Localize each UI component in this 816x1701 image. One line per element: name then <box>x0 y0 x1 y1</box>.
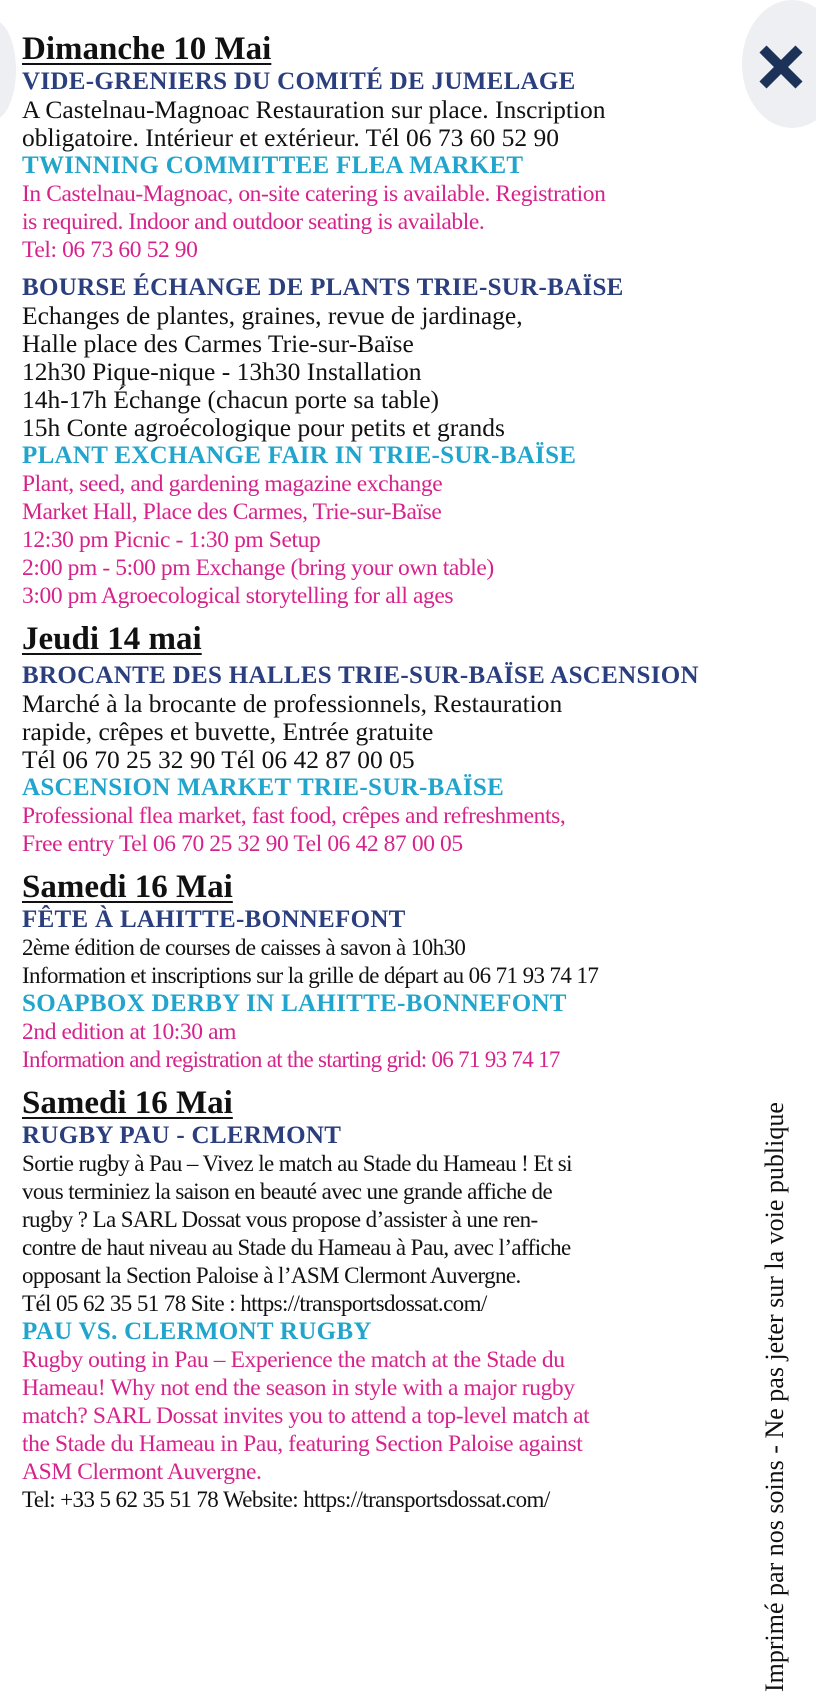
event-text-fr: 2ème édition de courses de caisses à savon à 10h30 <box>22 935 466 960</box>
event-text-en: Hameau! Why not end the season in style with a major rugby <box>22 1375 575 1401</box>
event-text-en: In Castelnau-Magnoac, on-site catering is available. Registration <box>22 181 606 207</box>
event-text-fr: Marché à la brocante de professionnels, Restauration <box>22 689 563 718</box>
event-title-en: PLANT EXCHANGE FAIR IN TRIE-SUR-BAÏSE <box>22 442 577 469</box>
event-title-fr: FÊTE À LAHITTE-BONNEFONT <box>22 906 406 933</box>
events-list <box>22 30 762 1514</box>
print-notice: Imprimé par nos soins - Ne pas jeter sur la voie publique <box>760 1102 789 1692</box>
event-text-en: 12:30 pm Picnic - 1:30 pm Setup <box>22 527 321 553</box>
day-heading: Jeudi 14 mai <box>22 621 202 657</box>
day-section <box>22 868 762 1074</box>
event-title-en: SOAPBOX DERBY IN LAHITTE-BONNEFONT <box>22 990 567 1017</box>
event-text-fr: vous terminiez la saison en beauté avec une grande affiche de <box>22 1179 553 1204</box>
event-text-fr: Sortie rugby à Pau – Vivez le match au Stade du Hameau ! Et si <box>22 1151 572 1176</box>
day-heading: Samedi 16 Mai <box>22 1085 233 1121</box>
event-text-en: is required. Indoor and outdoor seating is available. <box>22 209 485 235</box>
event-text-fr: Echanges de plantes, graines, revue de jardinage, <box>22 301 523 330</box>
day-section <box>22 620 762 858</box>
previous-page-tab <box>0 20 16 120</box>
event-contact-line: Tel: +33 5 62 35 51 78 Website: https://transportsdossat.com/ <box>22 1487 550 1512</box>
event-text-fr: rapide, crêpes et buvette, Entrée gratuite <box>22 717 434 746</box>
event-text-en: Free entry Tel 06 70 25 32 90 Tel 06 42 87 00 05 <box>22 831 463 857</box>
event-text-fr: 15h Conte agroécologique pour petits et grands <box>22 413 505 442</box>
event-text-en: Plant, seed, and gardening magazine exchange <box>22 471 443 497</box>
day-heading: Samedi 16 Mai <box>22 869 233 905</box>
event-title-en: TWINNING COMMITTEE FLEA MARKET <box>22 152 524 179</box>
event-title-fr: BROCANTE DES HALLES TRIE-SUR-BAÏSE ASCENSION <box>22 662 699 689</box>
day-section <box>22 1084 762 1514</box>
close-icon <box>756 42 806 92</box>
event-text-en: Market Hall, Place des Carmes, Trie-sur-Baïse <box>22 499 442 525</box>
event-text-en: Rugby outing in Pau – Experience the match at the Stade du <box>22 1347 565 1373</box>
event-text-en: 2nd edition at 10:30 am <box>22 1019 237 1045</box>
day-section <box>22 30 762 610</box>
event-title-fr: BOURSE ÉCHANGE DE PLANTS TRIE-SUR-BAÏSE <box>22 274 624 301</box>
event-text-fr: 14h-17h Échange (chacun porte sa table) <box>22 385 440 414</box>
event-text-en: Information and registration at the starting grid: 06 71 93 74 17 <box>22 1047 560 1072</box>
event-text-fr: Tél 06 70 25 32 90 Tél 06 42 87 00 05 <box>22 745 415 774</box>
event-text-en: 3:00 pm Agroecological storytelling for all ages <box>22 583 454 609</box>
event-text-en: Professional flea market, fast food, crêpes and refreshments, <box>22 803 566 829</box>
event-title-fr: RUGBY PAU - CLERMONT <box>22 1122 342 1149</box>
event-text-en: 2:00 pm - 5:00 pm Exchange (bring your own table) <box>22 555 494 581</box>
event-text-fr: Information et inscriptions sur la grille de départ au 06 71 93 74 17 <box>22 963 599 988</box>
event-text-fr: rugby ? La SARL Dossat vous propose d’assister à une ren- <box>22 1207 538 1232</box>
event-text-fr: 12h30 Pique-nique - 13h30 Installation <box>22 357 422 386</box>
event-text-fr: contre de haut niveau au Stade du Hameau à Pau, avec l’affiche <box>22 1235 571 1260</box>
event-text-en: match? SARL Dossat invites you to attend a top-level match at <box>22 1403 590 1429</box>
day-heading: Dimanche 10 Mai <box>22 31 272 67</box>
event-title-en: PAU VS. CLERMONT RUGBY <box>22 1318 372 1345</box>
event-title-fr: VIDE-GRENIERS DU COMITÉ DE JUMELAGE <box>22 68 576 95</box>
event-text-en: ASM Clermont Auvergne. <box>22 1459 262 1485</box>
event-text-fr: opposant la Section Paloise à l’ASM Clermont Auvergne. <box>22 1263 521 1288</box>
event-text-fr: obligatoire. Intérieur et extérieur. Tél 06 73 60 52 90 <box>22 123 559 152</box>
event-text-en: the Stade du Hameau in Pau, featuring Section Paloise against <box>22 1431 583 1457</box>
event-text-fr: Halle place des Carmes Trie-sur-Baïse <box>22 329 414 358</box>
event-text-en: Tel: 06 73 60 52 90 <box>22 237 198 263</box>
event-title-en: ASCENSION MARKET TRIE-SUR-BAÏSE <box>22 774 505 801</box>
event-text-fr: A Castelnau-Magnoac Restauration sur place. Inscription <box>22 95 606 124</box>
event-text-fr: Tél 05 62 35 51 78 Site : https://transportsdossat.com/ <box>22 1291 487 1316</box>
